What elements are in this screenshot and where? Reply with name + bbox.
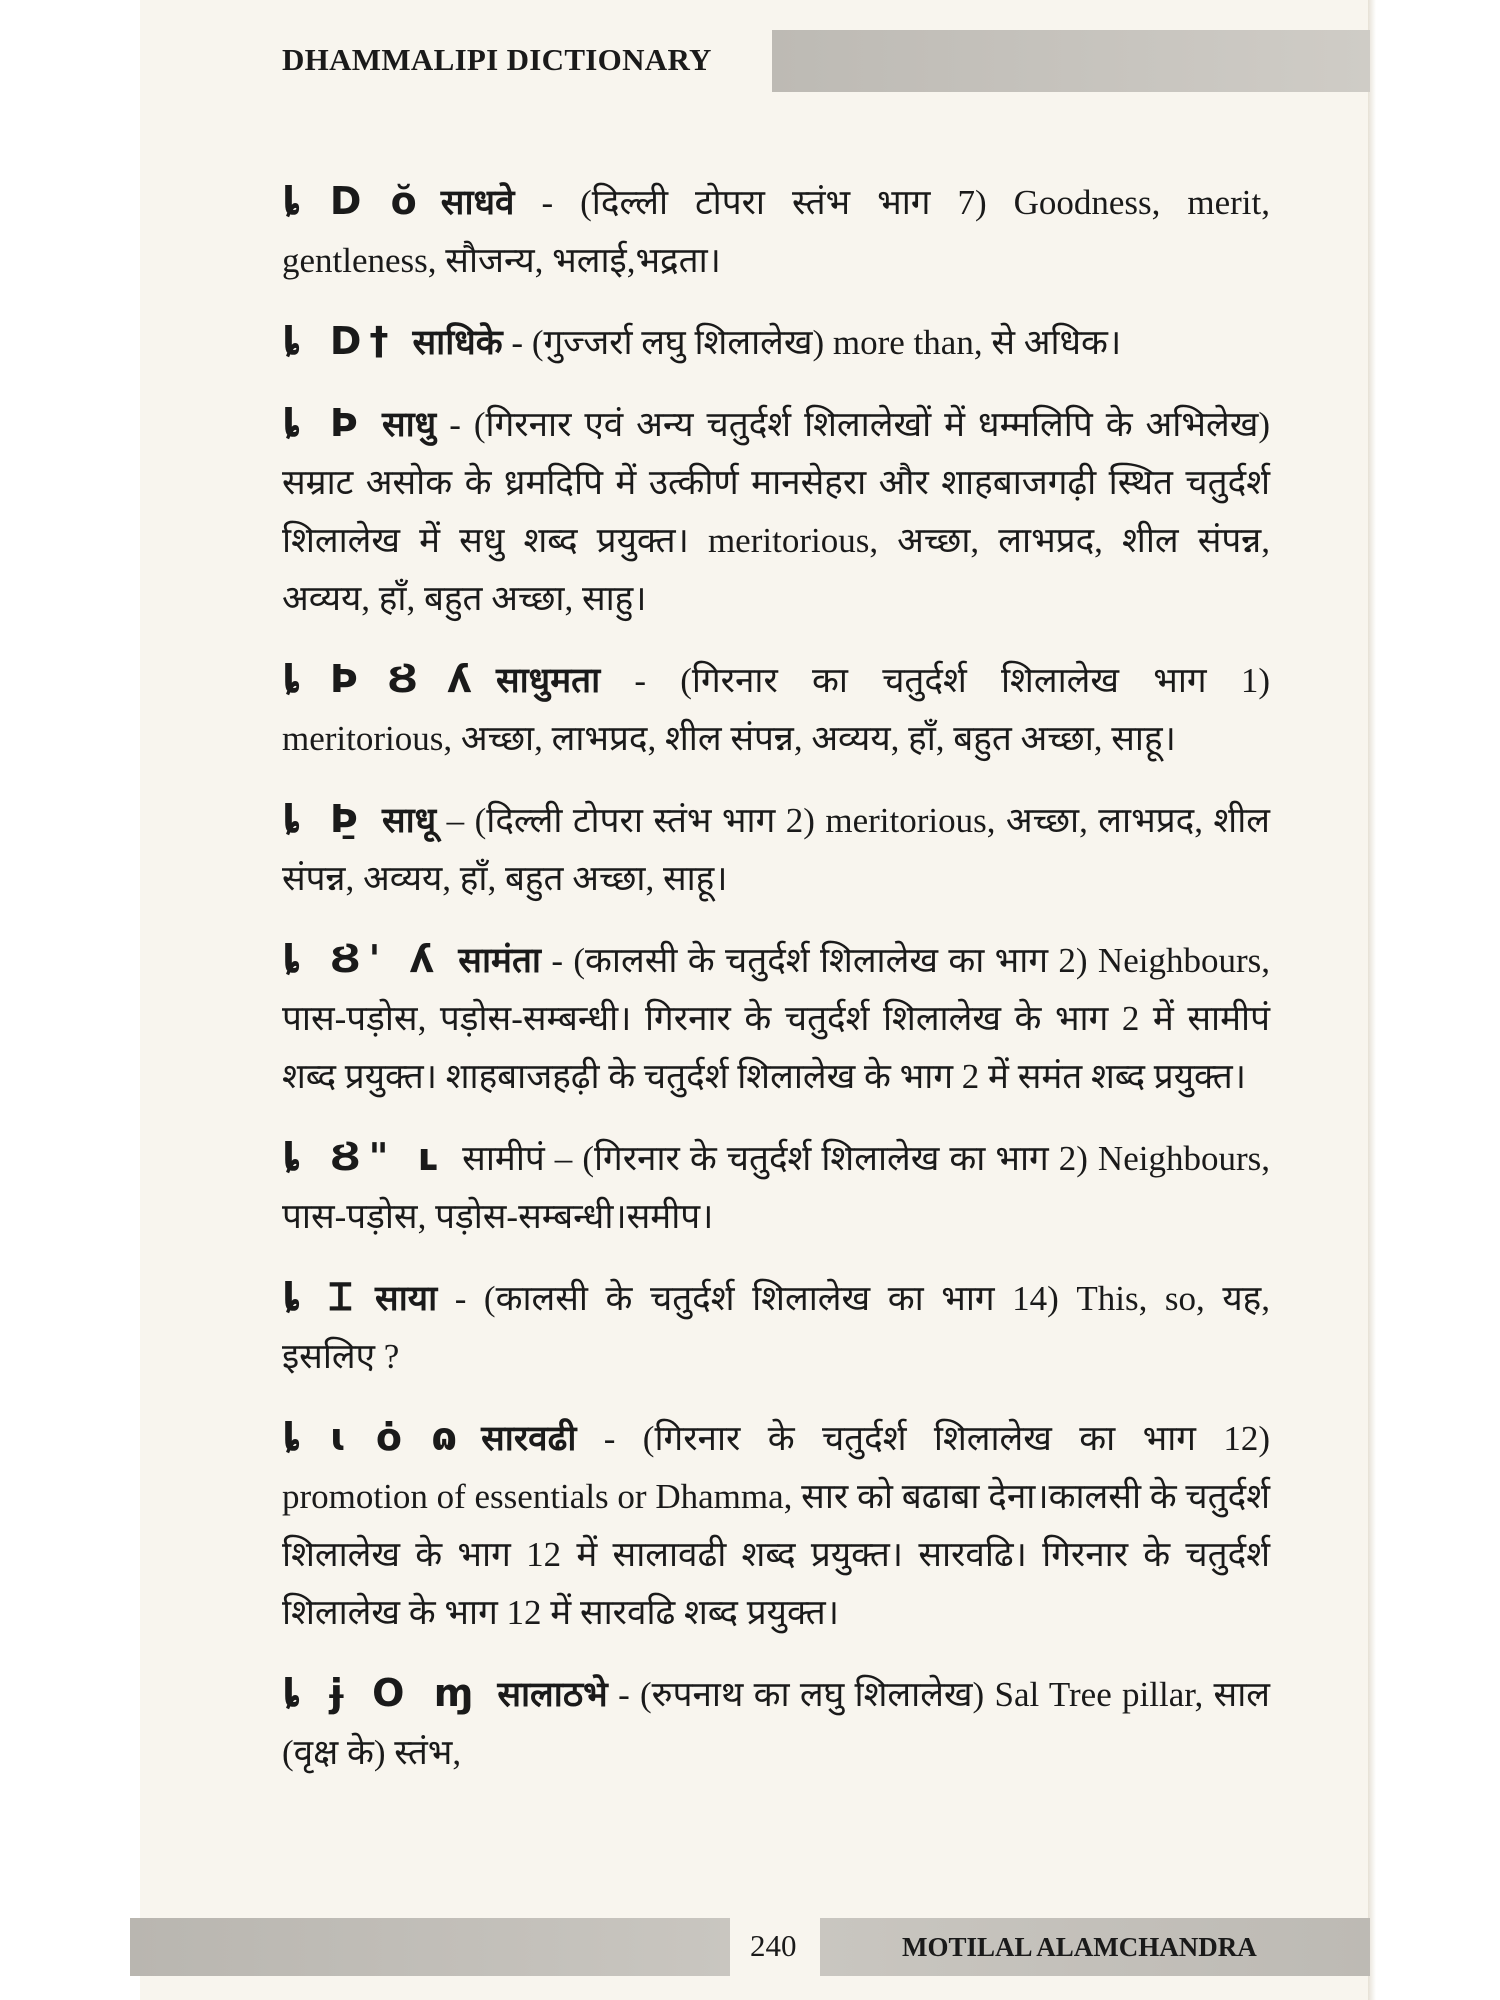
- entry-definition: - (गिरनार एवं अन्य चतुर्दर्श शिलालेखों में धम्मलिपि के अभिलेख) सम्राट असोक के ध्रमदिपि में उत्कीर्ण मानसेहरा और शाहबाजगढ़ी स्थित चतुर्दर्श शिलालेख में सधु शब्द प्रयुक्त। meritorious, अच्छा, लाभप्रद, शील संपन्न, अव्यय, हाँ, बहुत अच्छा, साहु।: [282, 405, 1270, 618]
- dhammalipi-glyphs: ȴ Ϸ: [282, 401, 366, 445]
- running-header: [282, 30, 1370, 92]
- dictionary-entry: [282, 650, 1270, 768]
- entry-definition: - (गिरनार के चतुर्दर्श शिलालेख का भाग 12) promotion of essentials or Dhamma, सार को बढाबा देना।कालसी के चतुर्दर्श शिलालेख के भाग 12 में सालावढी शब्द प्रयुक्त। सारवढि। गिरनार के चतुर्दर्श शिलालेख के भाग 12 में सारवढि शब्द प्रयुक्त।: [282, 1419, 1270, 1632]
- footer-shade-bar-left: [130, 1918, 730, 1976]
- entry-headword: साधुमता: [495, 661, 601, 700]
- entry-definition: - (गिरनार का चतुर्दर्श शिलालेख भाग 1) meritorious, अच्छा, लाभप्रद, शील संपन्न, अव्यय, हाँ, बहुत अच्छा, साहू।: [282, 661, 1270, 758]
- entry-definition: – (गिरनार के चतुर्दर्श शिलालेख का भाग 2) Neighbours, पास-पड़ोस, पड़ोस-सम्बन्धी।समीप।: [282, 1139, 1270, 1236]
- entry-definition: – (दिल्ली टोपरा स्तंभ भाग 2) meritorious, अच्छा, लाभप्रद, शील संपन्न, अव्यय, हाँ, बहुत अच्छा, साहू।: [282, 801, 1270, 898]
- page-gutter: [1368, 0, 1376, 2000]
- dhammalipi-glyphs: ȴ D ŏ: [282, 179, 425, 223]
- entry-definition: - (कालसी के चतुर्दर्श शिलालेख का भाग 2) Neighbours, पास-पड़ोस, पड़ोस-सम्बन्धी। गिरनार के चतुर्दर्श शिलालेख के भाग 2 में सामीपं शब्द प्रयुक्त। शाहबाजहढ़ी के चतुर्दर्श शिलालेख के भाग 2 में समंत शब्द प्रयुक्त।: [282, 941, 1270, 1096]
- dictionary-entry: [282, 790, 1270, 908]
- entry-definition: - (दिल्ली टोपरा स्तंभ भाग 7) Goodness, merit, gentleness, सौजन्य, भलाई,भद्रता।: [282, 183, 1270, 280]
- entry-headword: साधवे: [440, 183, 515, 222]
- dictionary-entry: [282, 172, 1270, 290]
- dictionary-entry: [282, 312, 1270, 372]
- author-name: MOTILAL ALAMCHANDRA: [902, 1932, 1257, 1962]
- entry-headword: सारवढी: [481, 1419, 577, 1458]
- dhammalipi-glyphs: ȴ Ϸ Ȣ ʎ: [282, 657, 480, 701]
- entry-headword: साधू: [381, 801, 437, 840]
- header-shade-bar: [772, 30, 1370, 92]
- page-number: 240: [750, 1928, 797, 1963]
- dictionary-entry: [282, 1664, 1270, 1782]
- entry-headword: सामंता: [458, 941, 541, 980]
- dhammalipi-glyphs: ȴ Ɪ: [282, 1275, 360, 1319]
- entry-headword: सालाठभे: [497, 1675, 608, 1714]
- dictionary-entry: [282, 1268, 1270, 1386]
- dhammalipi-glyphs: ȴ ɩ ȯ ɷ: [282, 1415, 466, 1459]
- entry-definition: - (गुज्जर्रा लघु शिलालेख) more than, से अधिक।: [502, 323, 1122, 362]
- dictionary-entry: [282, 1128, 1270, 1246]
- entry-headword: सामीपं: [462, 1139, 545, 1178]
- entry-headword: साधिके: [412, 323, 503, 362]
- dhammalipi-glyphs: ȴ ɉ O ɱ: [282, 1671, 482, 1715]
- dhammalipi-glyphs: ȴ Ȣ' ʎ: [282, 937, 443, 981]
- entry-headword: साधु: [381, 405, 437, 444]
- dictionary-entry: [282, 394, 1270, 628]
- dhammalipi-glyphs: ȴ Ϸ̱: [282, 797, 366, 841]
- dictionary-entries: [282, 172, 1270, 1804]
- dhammalipi-glyphs: ȴ Ȣ" ʟ: [282, 1135, 447, 1179]
- dhammalipi-glyphs: ȴ D†: [282, 319, 397, 363]
- entry-definition: - (रुपनाथ का लघु शिलालेख) Sal Tree pillar, साल (वृक्ष के) स्तंभ,: [282, 1675, 1270, 1772]
- running-footer: [130, 1918, 1370, 1978]
- dictionary-entry: [282, 930, 1270, 1106]
- dictionary-entry: [282, 1408, 1270, 1642]
- entry-headword: साया: [375, 1279, 438, 1318]
- entry-definition: - (कालसी के चतुर्दर्श शिलालेख का भाग 14) This, so, यह, इसलिए ?: [282, 1279, 1270, 1376]
- book-title: DHAMMALIPI DICTIONARY: [282, 42, 712, 77]
